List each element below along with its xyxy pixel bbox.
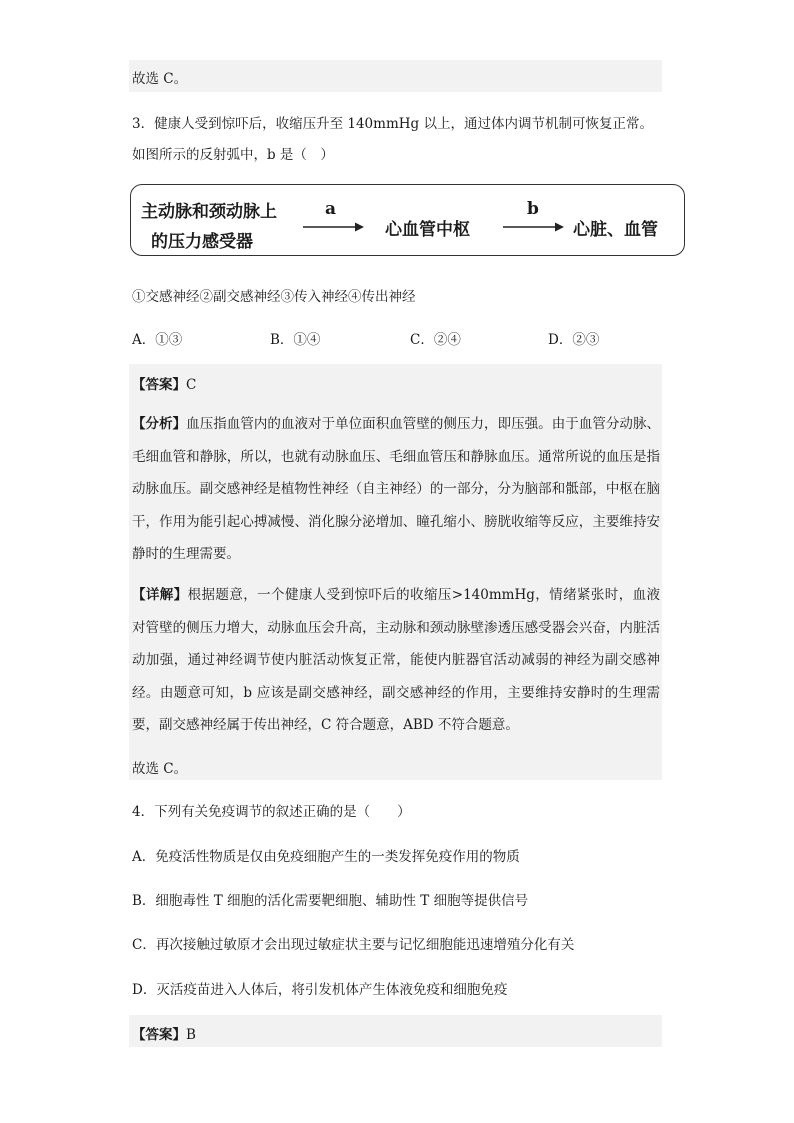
q4-option-b: B．细胞毒性 T 细胞的活化需要靶细胞、辅助性 T 细胞等提供信号	[132, 893, 529, 909]
answer-value: C	[186, 377, 197, 393]
arrow-a-icon	[303, 221, 365, 233]
arrow-b-label: b	[527, 199, 539, 219]
q4-answer-block	[129, 1015, 662, 1047]
q3-option-b: B．①④	[270, 332, 321, 348]
q3-detail	[132, 579, 660, 742]
prev-conclusion: 故选 C。	[132, 71, 188, 87]
effector-label: 心脏、血管	[573, 220, 658, 240]
q3-option-d: D．②③	[548, 332, 600, 348]
q3-conclusion: 故选 C。	[132, 761, 188, 777]
q3-stem-line1: 3．健康人受到惊吓后，收缩压升至 140mmHg 以上，通过体内调节机制可恢复正常。	[132, 116, 653, 132]
answer-tag: 【答案】	[132, 1027, 186, 1043]
answer-tag: 【答案】	[132, 377, 186, 393]
q3-option-a: A．①③	[132, 332, 183, 348]
prev-conclusion-block	[129, 60, 662, 92]
analysis-tag: 【分析】	[132, 416, 187, 432]
q4-option-d: D．灭活疫苗进入人体后，将引发机体产生体液免疫和细胞免疫	[132, 982, 508, 998]
cardio-center-label: 心血管中枢	[385, 220, 470, 240]
reflex-arc-diagram	[130, 184, 685, 256]
detail-tag: 【详解】	[132, 587, 188, 603]
q4-stem: 4．下列有关免疫调节的叙述正确的是（ ）	[132, 804, 411, 820]
arrow-a-label: a	[325, 199, 337, 219]
arrow-b-icon	[503, 221, 565, 233]
answer-value: B	[186, 1027, 196, 1043]
q4-option-a: A．免疫活性物质是仅由免疫细胞产生的一类发挥免疫作用的物质	[132, 849, 520, 865]
receptor-label-line1: 主动脉和颈动脉上	[141, 202, 277, 222]
q4-answer	[132, 1023, 196, 1043]
q3-option-c: C．②④	[410, 332, 461, 348]
q3-stem-line2: 如图所示的反射弧中，b 是（ ）	[132, 147, 334, 163]
q3-items: ①交感神经②副交感神经③传入神经④传出神经	[132, 289, 416, 305]
q3-analysis	[132, 408, 660, 571]
q3-answer	[132, 373, 196, 393]
receptor-label-line2: 的压力感受器	[151, 232, 253, 252]
analysis-text: 血压指血管内的血液对于单位面积血管壁的侧压力，即压强。由于血管分动脉、毛细血管和静脉，所以，也就有动脉血压、毛细血管压和静脉血压。通常所说的血压是指动脉血压。副交感神经是植物性神经（自主神经）的一部分，分为脑部和骶部，中枢在脑干，作用为能引起心搏减慢、消化腺分泌增加、瞳孔缩小、膀胱收缩等反应，主要维持安静时的生理需要。	[132, 416, 661, 562]
detail-text: 根据题意，一个健康人受到惊吓后的收缩压>140mmHg，情绪紧张时，血液对管壁的侧压力增大，动脉血压会升高，主动脉和颈动脉壁渗透压感受器会兴奋，内脏活动加强，通过神经调节使内脏活动恢复正常，能使内脏器官活动减弱的神经为副交感神经。由题意可知，b 应该是副交感神经，副交感神经的作用，主要维持安静时的生理需要，副交感神经属于传出神经，C 符合题意，ABD 不符合题意。	[132, 587, 660, 733]
q4-option-c: C．再次接触过敏原才会出现过敏症状主要与记忆细胞能迅速增殖分化有关	[132, 937, 575, 953]
